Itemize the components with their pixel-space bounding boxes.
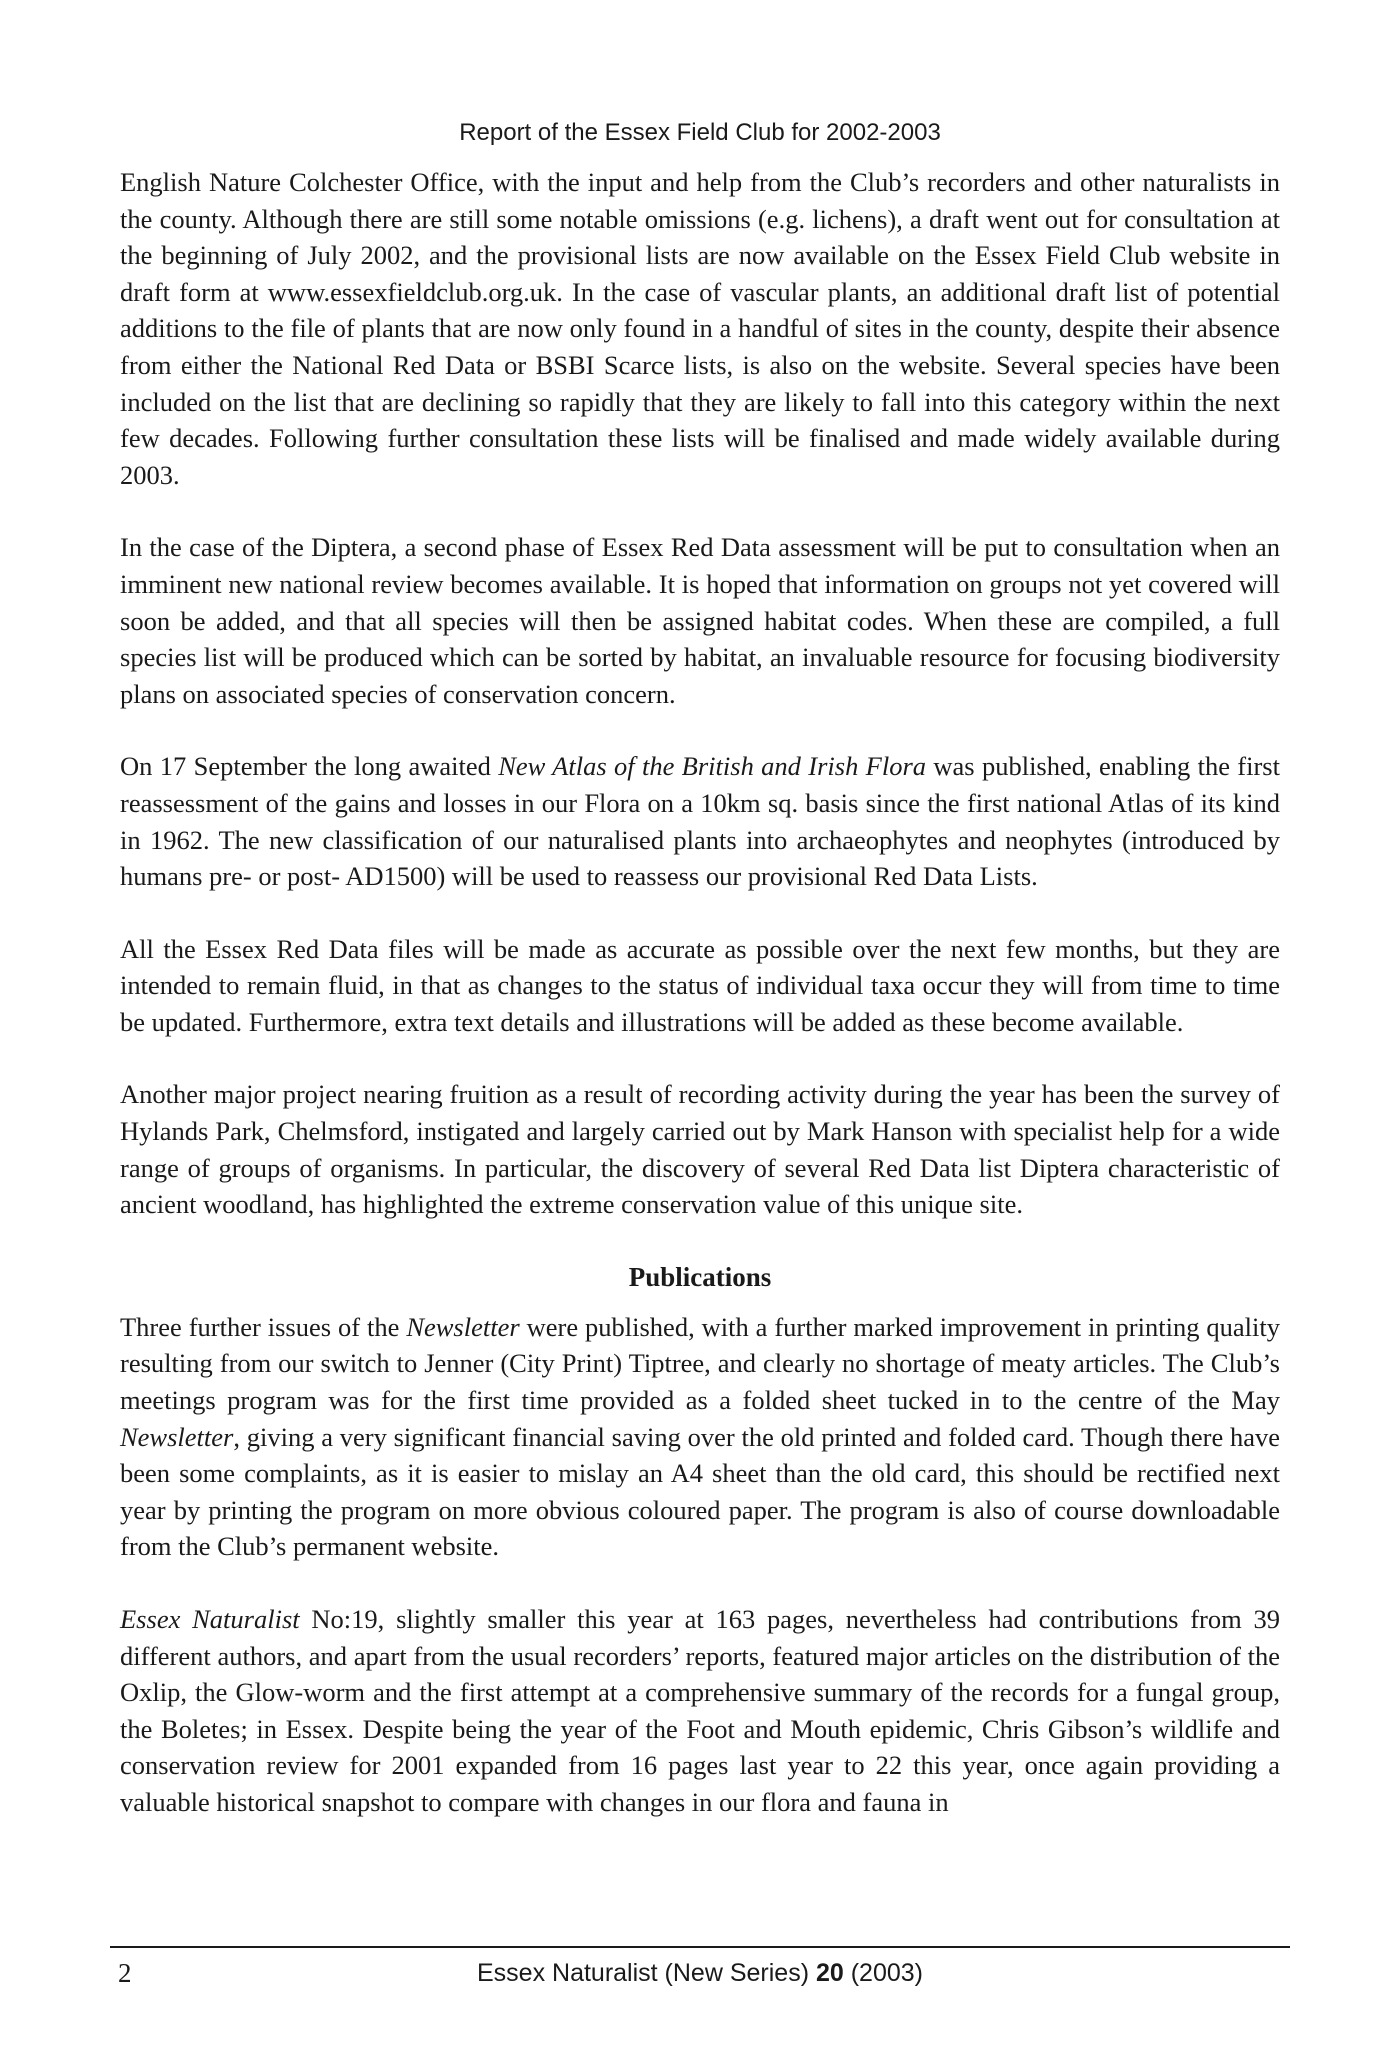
- paragraph-red-data-files: All the Essex Red Data files will be made as accurate as possible over the next few months, but they are intended to remain fluid, in that as changes to the status of individual taxa occur they will from time to time be updated. Furthermore, extra text details and illustrations will be added as these become available.: [120, 933, 1280, 1037]
- paragraph-new-atlas: [120, 748, 1280, 894]
- newsletter-title: Newsletter: [120, 1421, 234, 1452]
- article-body: [120, 164, 1280, 1857]
- newsletter-text-a: Three further issues of the: [120, 1311, 407, 1342]
- footer-journal-citation: [0, 1957, 1400, 1989]
- section-heading-publications: Publications: [628, 1261, 772, 1292]
- newsletter-title: Newsletter: [406, 1311, 520, 1342]
- paragraph-new-atlas-rest: was published, enabling the first reassessment of the gains and losses in our Flora on a 10km sq. basis since the first national Atlas of its kind in 1962. The new classification of our naturalised plants into archaeophytes and neophytes (introduced by humans pre- or post- AD1500) will be used to reassess our provisional Red Data Lists.: [120, 751, 1280, 892]
- paragraph-red-data-lists: English Nature Colchester Office, with the input and help from the Club’s recorders and other naturalists in the county. Although there are still some notable omissions (e.g. lichens), a draft went out for consultation at the beginning of July 2002, and the provisional lists are now available on the Essex Field Club website in draft form at www.essexfieldclub.org.uk. In the case of vascular plants, an additional draft list of potential additions to the file of plants that are now only found in a handful of sites in the county, despite their absence from either the National Red Data or BSBI Scarce lists, is also on the website. Several species have been included on the list that are declining so rapidly that they are likely to fall into this category within the next few decades. Following further consultation these lists will be finalised and made widely available during 2003.: [120, 167, 1280, 490]
- paragraph-hylands-park: Another major project nearing fruition as a result of recording activity during the year has been the survey of Hylands Park, Chelmsford, instigated and largely carried out by Mark Hanson with specialist help for a wide range of groups of organisms. In particular, the discovery of several Red Data list Diptera characteristic of ancient woodland, has highlighted the extreme conservation value of this unique site.: [120, 1079, 1280, 1220]
- running-header: Report of the Essex Field Club for 2002-2003: [459, 119, 941, 146]
- page-number: 2: [118, 1958, 132, 1988]
- paragraph-new-atlas-lead: On 17 September the long awaited: [120, 751, 499, 782]
- journal-title: Essex Naturalist: [120, 1604, 300, 1634]
- volume-number: 20: [815, 1959, 844, 1987]
- footer-rule: [110, 1946, 1290, 1948]
- essex-naturalist-text: No:19, slightly smaller this year at 163 pages, nevertheless had contributions from 39 different authors, and apart from the usual recorders’ reports, featured major articles on the distribution of the Oxlip, the Glow-worm and the first attempt at a comprehensive summary of the records for a fungal group, the Boletes; in Essex. Despite being the year of the Foot and Mouth epidemic, Chris Gibson’s wildlife and conservation review for 2001 expanded from 16 pages last year to 22 this year, once again providing a valuable historical snapshot to compare with changes in our flora and fauna in: [120, 1604, 1280, 1817]
- journal-year: (2003): [843, 1959, 923, 1987]
- paragraph-essex-naturalist: [120, 1601, 1280, 1821]
- newsletter-text-b: were published, with a further marked improvement in printing quality resulting from our switch to Jenner (City Print) Tiptree, and clearly no shortage of meaty articles. The Club’s meetings program was for the first time provided as a folded sheet tucked in to the centre of the May: [120, 1311, 1280, 1416]
- paragraph-newsletter: [120, 1309, 1280, 1565]
- atlas-title: New Atlas of the British and Irish Flora: [498, 751, 927, 782]
- paragraph-diptera: In the case of the Diptera, a second phase of Essex Red Data assessment will be put to consultation when an imminent new national review becomes available. It is hoped that information on groups not yet covered will soon be added, and that all species will then be assigned habitat codes. When these are compiled, a full species list will be produced which can be sorted by habitat, an invaluable resource for focusing biodiversity plans on associated species of conservation concern.: [120, 532, 1280, 709]
- journal-name: Essex Naturalist (New Series): [476, 1959, 816, 1987]
- newsletter-text-c: , giving a very significant financial saving over the old printed and folded card. Though there have been some complaints, as it is easier to mislay an A4 sheet than the old card, this should be rectified next year by printing the program on more obvious coloured paper. The program is also of course downloadable from the Club’s permanent website.: [120, 1421, 1280, 1562]
